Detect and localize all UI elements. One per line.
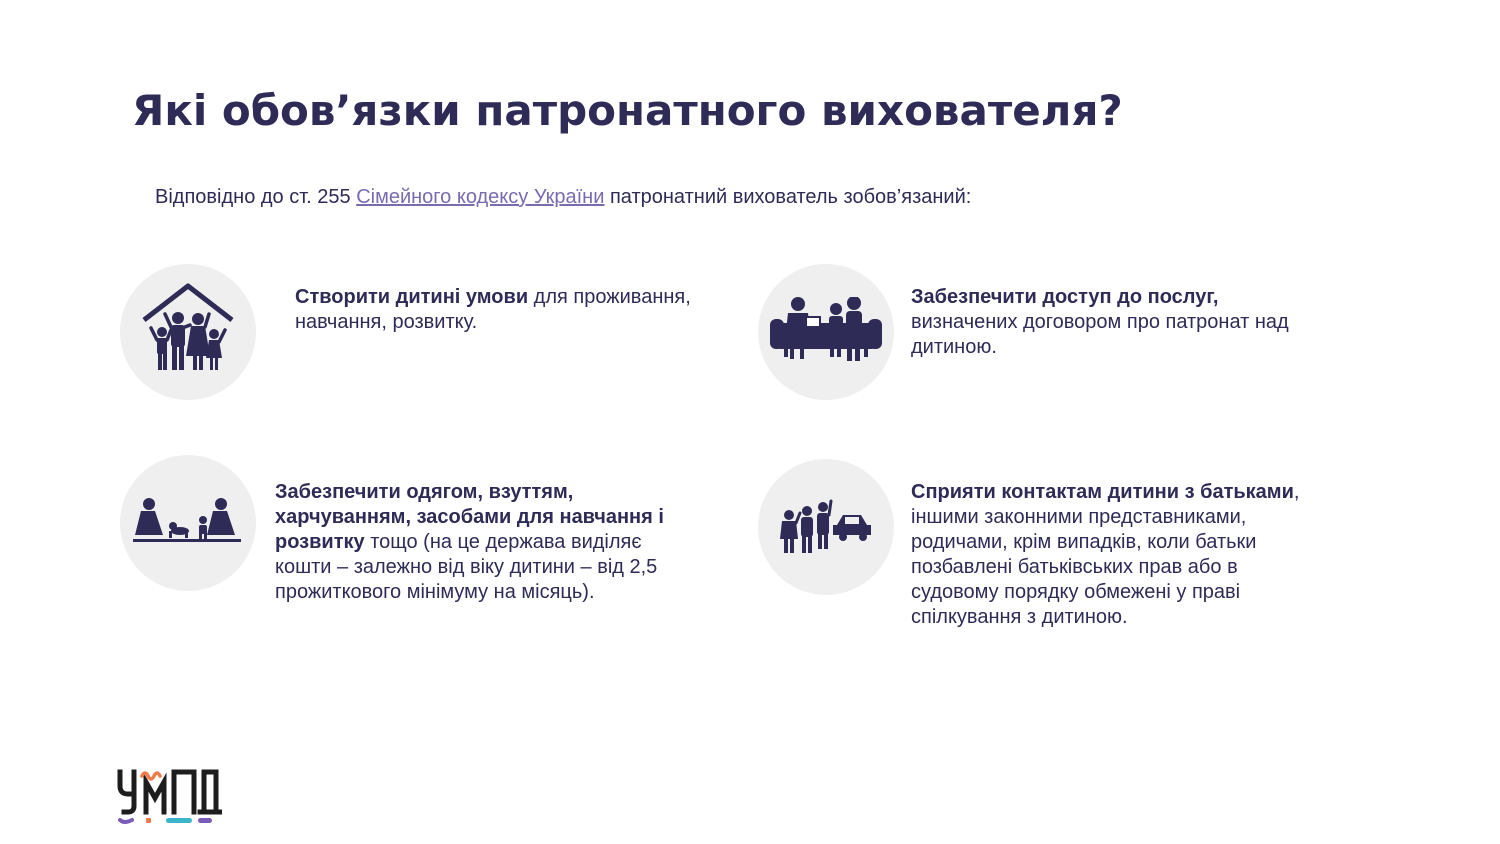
family-sofa-icon	[758, 264, 894, 400]
umpd-logo	[116, 768, 222, 826]
item-3-bold: Забезпечити одягом, взуттям, харчуванням, засобами для навчання і розвитку	[275, 481, 664, 553]
item-2-bold: Забезпечити доступ до послуг,	[911, 286, 1219, 308]
item-1-bold: Створити дитині умови	[295, 286, 529, 308]
family-car-icon	[758, 459, 894, 595]
item-1-text	[295, 285, 695, 335]
item-2-rest: визначених договором про патронат над дитиною.	[911, 311, 1289, 358]
umpd-logo-graphic	[116, 768, 222, 826]
intro-text	[155, 186, 971, 209]
item-4-text	[911, 480, 1321, 630]
page-title: Які обов’язки патронатного вихователя?	[132, 86, 1123, 135]
caregivers-children-icon	[120, 455, 256, 591]
item-4-bold: Сприяти контактам дитини з батьками	[911, 481, 1294, 503]
item-4-rest: , іншими законними представниками, родичами, крім випадків, коли батьки позбавлені батьківських прав або в судовому порядку обмежені у праві спілкування з дитиною.	[911, 481, 1300, 628]
intro-suffix: патронатний вихователь зобов’язаний:	[604, 186, 972, 208]
item-3-text	[275, 480, 695, 605]
item-2-text	[911, 285, 1311, 360]
family-house-icon	[120, 264, 256, 400]
item-1-rest: для проживання, навчання, розвитку.	[295, 286, 691, 333]
item-3-rest: тощо (на це держава виділяє кошти – залежно від віку дитини – від 2,5 прожиткового мінімуму на місяць).	[275, 531, 658, 603]
family-code-link[interactable]: Сімейного кодексу України	[356, 186, 605, 208]
intro-prefix: Відповідно до ст. 255	[155, 186, 357, 208]
